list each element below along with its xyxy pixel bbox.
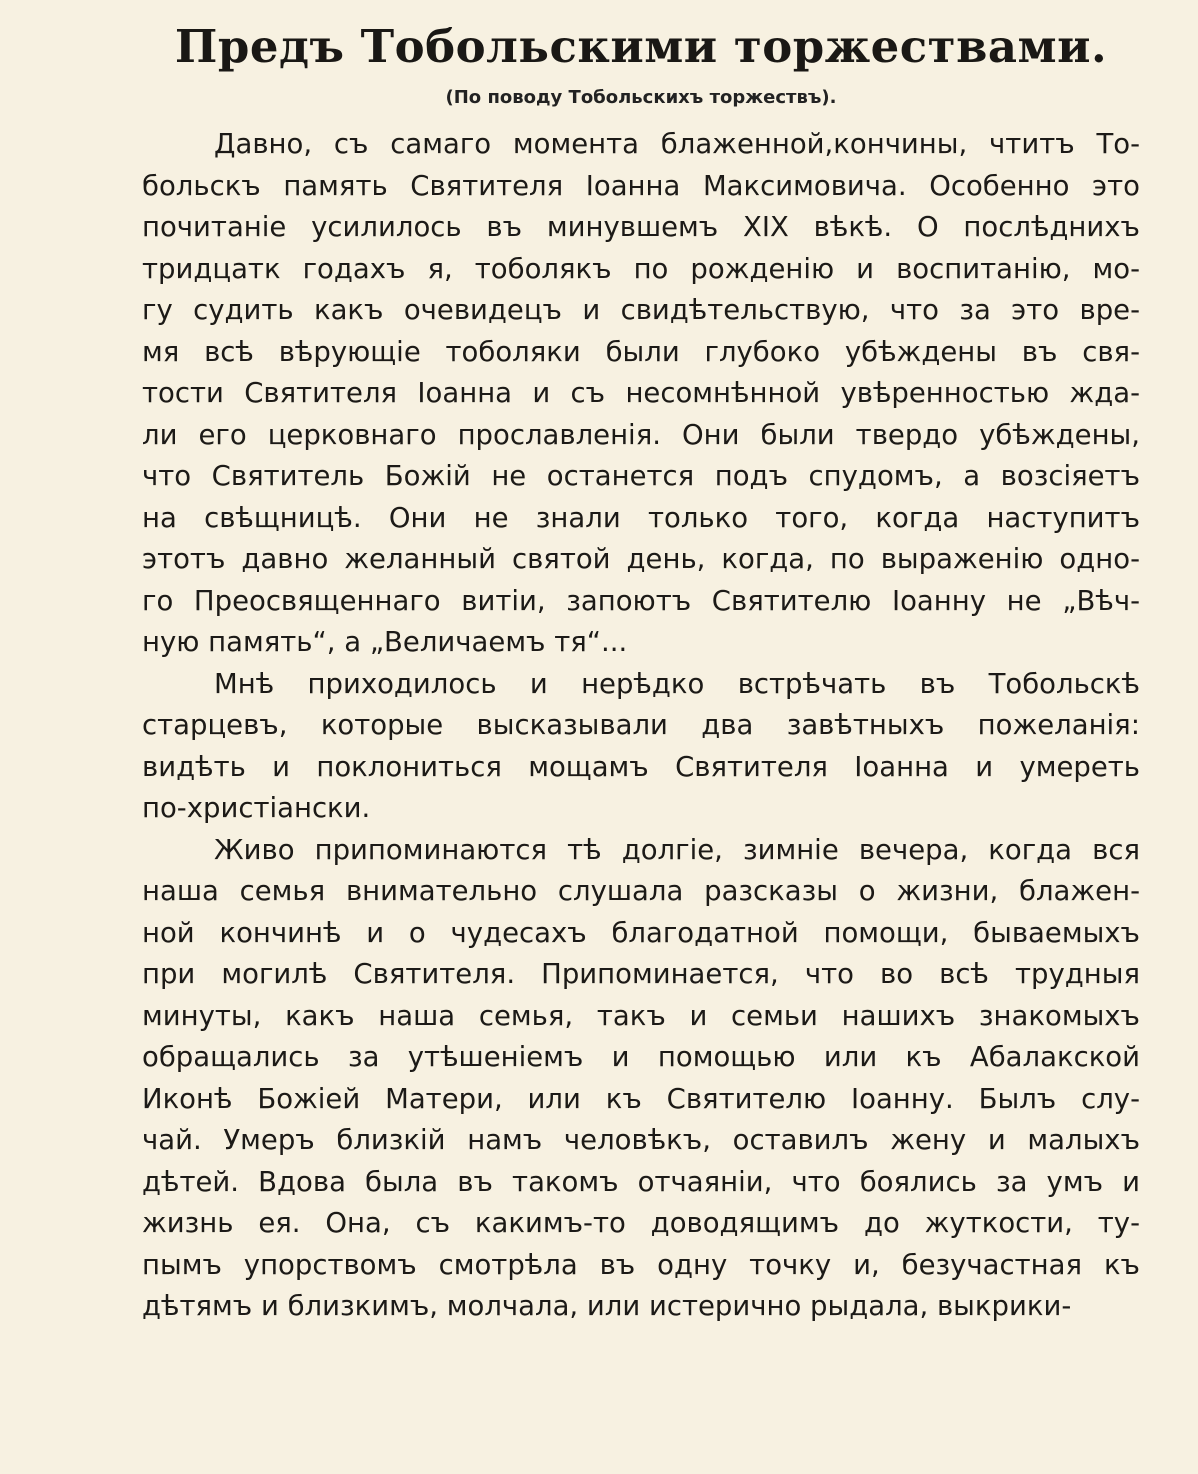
text-line: Живо припоминаются тѣ долгіе, зимніе вечера, когда вся	[214, 833, 1140, 866]
text-line: Иконѣ Божіей Матери, или къ Святителю Іоанну. Былъ слу-	[142, 1082, 1140, 1115]
text-line: минуты, какъ наша семья, такъ и семьи нашихъ знакомыхъ	[142, 999, 1140, 1032]
text-line: этотъ давно желанный святой день, когда, по выраженію одно-	[142, 543, 1140, 575]
text-line: жизнь ея. Она, съ какимъ-то доводящимъ до жуткости, ту-	[142, 1207, 1140, 1239]
text-line: что Святитель Божій не останется подъ спудомъ, а возсіяетъ	[142, 460, 1140, 492]
text-line: чай. Умеръ близкій намъ человѣкъ, оставилъ жену и малыхъ	[142, 1124, 1140, 1156]
text-line: гу судить какъ очевидецъ и свидѣтельствую, что за это вре-	[142, 294, 1140, 326]
text-line: больскъ память Святителя Іоанна Максимовича. Особенно это	[142, 169, 1140, 202]
page-subtitle: (По поводу Тобольскихъ торжествъ).	[445, 87, 837, 108]
text-line: наша семья внимательно слушала разсказы о жизни, блажен-	[142, 875, 1140, 907]
text-line: дѣтей. Вдова была въ такомъ отчаяніи, что боялись за умъ и	[142, 1165, 1140, 1198]
text-line: ной кончинѣ и о чудесахъ благодатной помощи, бываемыхъ	[142, 916, 1140, 949]
text-line: ную память“, а „Величаемъ тя“...	[142, 626, 628, 658]
body-text	[142, 124, 1140, 1328]
text-line: на свѣщницѣ. Они не знали только того, когда наступитъ	[142, 501, 1140, 534]
text-line: дѣтямъ и близкимъ, молчала, или истерично рыдала, выкрики-	[142, 1290, 1072, 1322]
text-line: видѣть и поклониться мощамъ Святителя Іоанна и умереть	[142, 750, 1140, 783]
page-title: Предъ Тобольскими торжествами.	[174, 20, 1108, 73]
paragraph	[142, 124, 1140, 664]
text-line: при могилѣ Святителя. Припоминается, что во всѣ трудныя	[142, 958, 1140, 990]
text-line: старцевъ, которые высказывали два завѣтныхъ пожеланія:	[142, 709, 1140, 741]
text-line: тридцатк годахъ я, тоболякъ по рожденію и воспитанію, мо-	[142, 252, 1140, 285]
document-page	[142, 18, 1140, 1328]
text-line: пымъ упорствомъ смотрѣла въ одну точку и, безучастная къ	[142, 1248, 1140, 1281]
text-line: по-христіански.	[142, 792, 371, 824]
text-line: Давно, съ самаго момента блаженной,кончины, чтитъ То-	[214, 128, 1140, 160]
text-line: го Преосвященнаго витіи, запоютъ Святителю Іоанну не „Вѣч-	[142, 584, 1140, 617]
text-line: ли его церковнаго прославленія. Они были твердо убѣждены,	[142, 418, 1140, 451]
text-line: обращались за утѣшеніемъ и помощью или къ Абалакской	[142, 1041, 1140, 1073]
text-line: тости Святителя Іоанна и съ несомнѣнной увѣренностью жда-	[142, 377, 1140, 409]
text-line: мя всѣ вѣрующіе тоболяки были глубоко убѣждены въ свя-	[142, 335, 1140, 368]
paragraph	[142, 664, 1140, 830]
text-line: почитаніе усилилось въ минувшемъ XIX вѣкѣ. О послѣднихъ	[142, 211, 1140, 243]
text-line: Мнѣ приходилось и нерѣдко встрѣчать въ Тобольскѣ	[214, 667, 1140, 700]
paragraph	[142, 830, 1140, 1328]
